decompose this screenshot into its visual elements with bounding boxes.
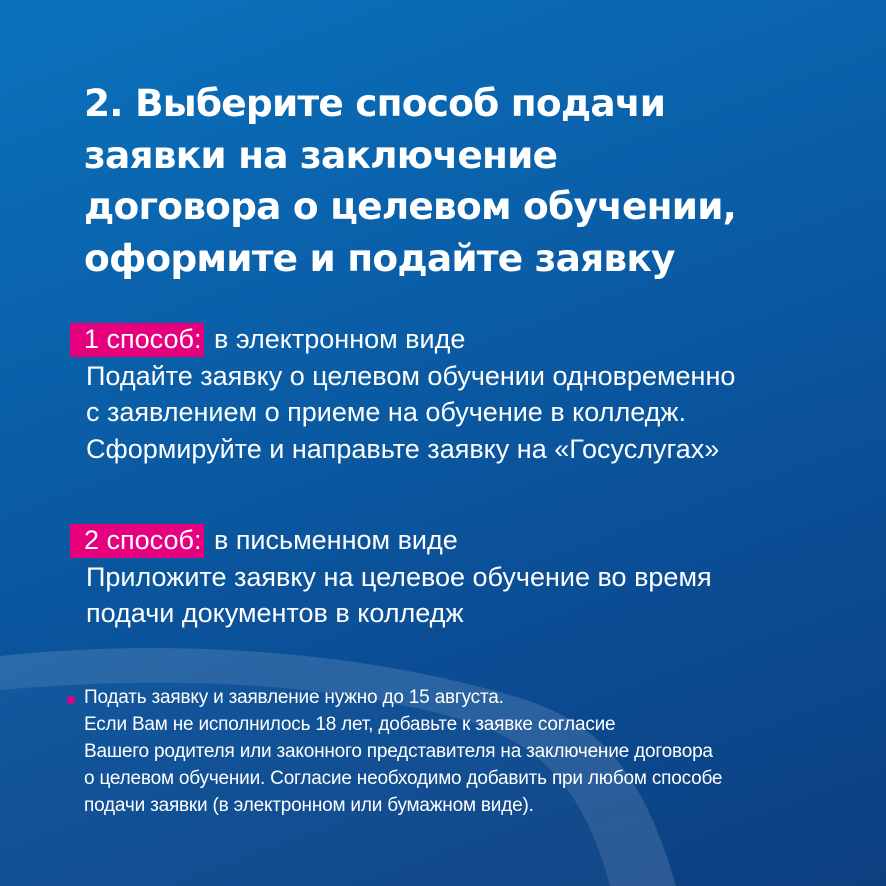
method-electronic (86, 321, 846, 467)
note-line: о целевом обучении. Согласие необходимо добавить при любом способе (84, 768, 723, 789)
method-heading-text: в письменном виде (213, 525, 458, 555)
method-text-line: Подайте заявку о целевом обучении одновременно (86, 360, 736, 391)
deadline-note (84, 684, 854, 819)
method-heading (86, 522, 846, 559)
method-tag-badge: 1 способ: (70, 323, 204, 357)
note-line: Вашего родителя или законного представителя на заключение договора (84, 741, 713, 762)
title-line: заявки на заключение (84, 132, 558, 177)
method-tag-badge: 2 способ: (70, 524, 204, 558)
note-line: Если Вам не исполнилось 18 лет, добавьте к заявке согласие (84, 714, 616, 735)
note-line: подачи заявки (в электронном или бумажном виде). (84, 795, 534, 816)
bullet-dot-icon (67, 696, 75, 704)
method-text-line: Приложите заявку на целевое обучение во время (86, 561, 712, 592)
method-text-line: Сформируйте и направьте заявку на «Госуслугах» (86, 433, 720, 464)
title-line: оформите и подайте заявку (84, 235, 675, 280)
title-line: договора о целевом обучении, (84, 184, 737, 228)
method-heading (86, 321, 846, 358)
page-title (84, 78, 844, 284)
method-text-line: с заявлением о приеме на обучение в колледж. (86, 397, 686, 427)
note-line: Подать заявку и заявление нужно до 15 августа. (84, 687, 504, 708)
method-paper (86, 522, 846, 632)
title-line: 2. Выберите способ подачи (84, 81, 666, 125)
method-text-line: подачи документов в колледж (86, 598, 464, 628)
method-heading-text: в электронном виде (213, 324, 466, 354)
